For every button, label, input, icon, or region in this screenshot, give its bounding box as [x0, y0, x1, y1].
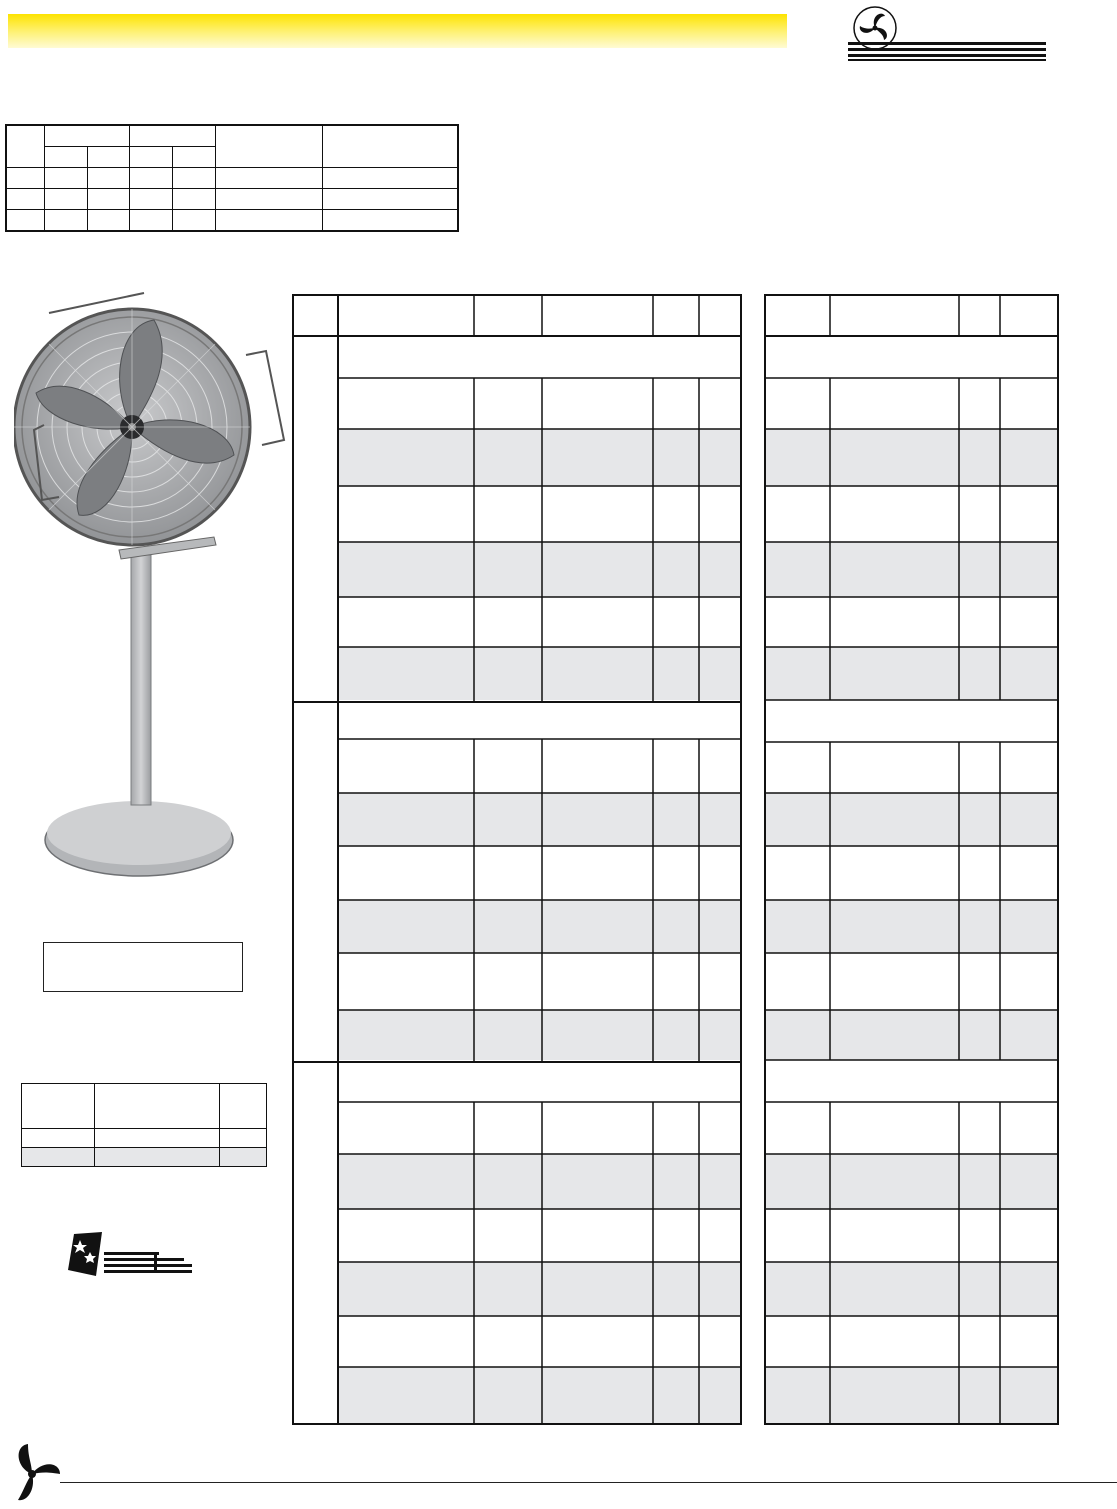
- spec-table: [5, 124, 459, 232]
- footer-rule: [60, 1482, 1117, 1483]
- product-photo: [14, 285, 294, 895]
- parts-table-left-grid: [294, 296, 740, 1423]
- spec-header-cell: [216, 125, 322, 168]
- spec-row: [6, 168, 458, 189]
- spec-header-cell: [130, 125, 216, 147]
- parts-table-right-grid: [766, 296, 1057, 1423]
- title-banner: [8, 14, 787, 48]
- accessory-table: [21, 1083, 267, 1167]
- accessory-header-row: [22, 1084, 267, 1129]
- usa-flag-icon: [66, 1230, 196, 1280]
- spec-subheader-cell: [44, 147, 87, 168]
- parts-table-left: [292, 294, 742, 1425]
- spec-subheader-cell: [173, 147, 216, 168]
- accessory-row: [22, 1148, 267, 1167]
- spec-header-row-1: [6, 125, 458, 147]
- model-label-box: [43, 942, 243, 992]
- footer-logo: [2, 1440, 62, 1504]
- propeller-icon: [2, 1440, 62, 1504]
- airmaster-logo: [830, 2, 1050, 64]
- spec-subheader-cell: [130, 147, 173, 168]
- spec-header-cell: [322, 125, 458, 168]
- spec-row: [6, 189, 458, 210]
- airmaster-fan-logo-icon: [830, 2, 1050, 64]
- spec-header-cell: [44, 125, 129, 147]
- spec-header-cell: [6, 125, 44, 168]
- spec-row: [6, 210, 458, 232]
- parts-table-right: [764, 294, 1059, 1425]
- accessory-row: [22, 1129, 267, 1148]
- made-in-usa-logo: [66, 1230, 196, 1280]
- spec-subheader-cell: [87, 147, 129, 168]
- pedestal-fan-icon: [14, 285, 294, 895]
